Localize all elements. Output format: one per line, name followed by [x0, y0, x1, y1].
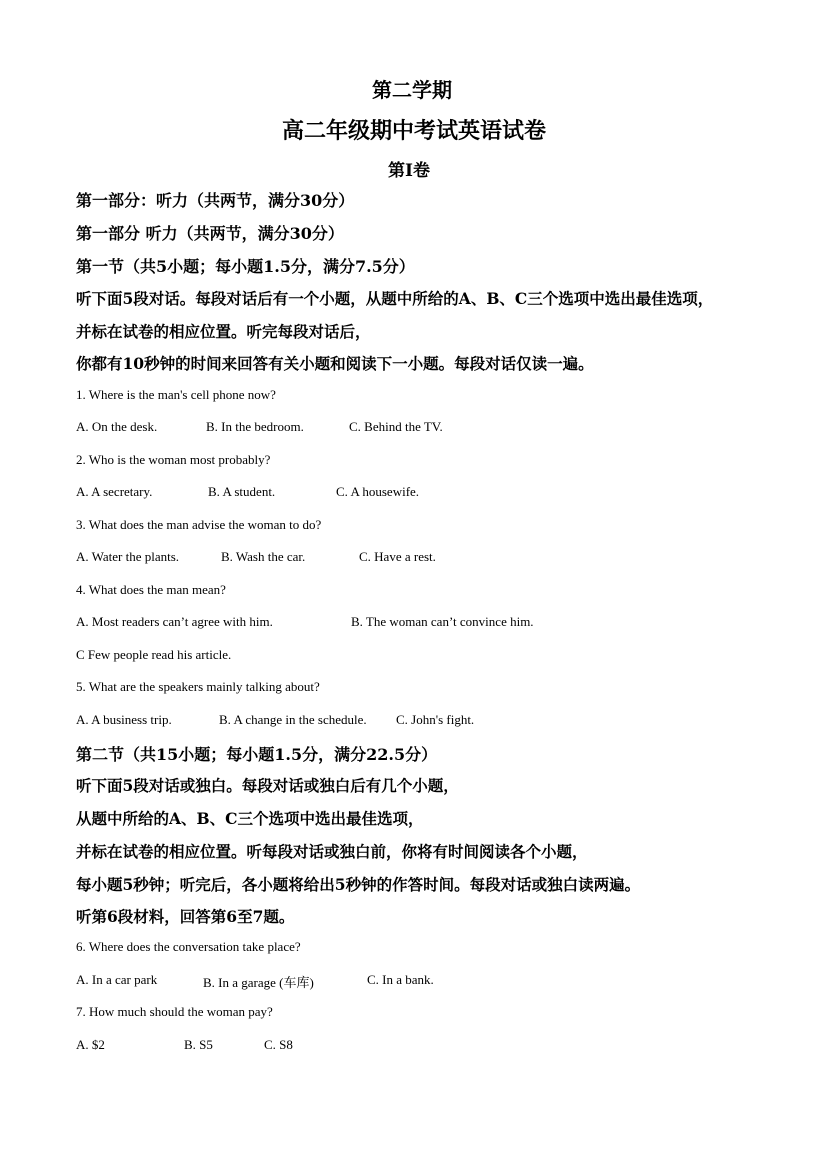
option-c: C. Have a rest.: [359, 549, 436, 564]
question-stem: 4. What does the man mean?: [76, 582, 226, 597]
section1-heading: 第一节（共5小题；每小题1.5分，满分7.5分）: [76, 257, 415, 276]
part1-heading-repeat: 第一部分 听力（共两节，满分30分）: [76, 224, 344, 243]
option-c: C Few people read his article.: [76, 647, 232, 662]
option-b: B. A student.: [208, 484, 276, 499]
option-b: B. The woman can’t convince him.: [351, 614, 534, 629]
section2-instruction-5: 听第6段材料，回答第6至7题。: [76, 907, 295, 926]
question-stem: 7. How much should the woman pay?: [76, 1004, 273, 1019]
question-stem: 3. What does the man advise the woman to do?: [76, 517, 322, 532]
option-b: B. In the bedroom.: [206, 419, 304, 434]
option-c: C. A housewife.: [336, 484, 420, 499]
option-b: B. In a garage (车库): [203, 975, 314, 990]
semester-title: 第二学期: [372, 78, 452, 102]
option-b: B. A change in the schedule.: [219, 712, 367, 727]
question-stem: 6. Where does the conversation take place?: [76, 939, 301, 954]
option-a: A. $2: [76, 1037, 105, 1052]
option-a: A. Most readers can’t agree with him.: [76, 614, 273, 629]
option-c: C. In a bank.: [367, 972, 434, 987]
option-c: C. John's fight.: [396, 712, 475, 727]
section2-instruction-4: 每小题5秒钟；听完后，各小题将给出5秒钟的作答时间。每段对话或独白读两遍。: [76, 875, 641, 894]
option-a: A. On the desk.: [76, 419, 158, 434]
option-a: A. In a car park: [76, 972, 158, 987]
option-a: A. A secretary.: [76, 484, 153, 499]
section2-instruction-2: 从题中所给的A、B、C三个选项中选出最佳选项，: [76, 809, 424, 828]
section2-instruction-3: 并标在试卷的相应位置。听每段对话或独白前，你将有时间阅读各个小题，: [76, 842, 588, 861]
question-stem: 1. Where is the man's cell phone now?: [76, 387, 276, 402]
volume-title: 第Ⅰ卷: [388, 161, 430, 181]
section2-heading: 第二节（共15小题；每小题1.5分，满分22.5分）: [76, 745, 438, 764]
part1-heading: 第一部分：听力（共两节，满分30分）: [76, 191, 355, 210]
question-stem: 2. Who is the woman most probably?: [76, 452, 271, 467]
section1-instruction-2: 并标在试卷的相应位置。听完每段对话后，: [76, 322, 371, 341]
option-b: B. S5: [184, 1037, 213, 1052]
question-stem: 5. What are the speakers mainly talking about?: [76, 679, 320, 694]
option-b: B. Wash the car.: [221, 549, 306, 564]
option-c: C. S8: [264, 1037, 293, 1052]
option-a: A. A business trip.: [76, 712, 172, 727]
section2-instruction-1: 听下面5段对话或独白。每段对话或独白后有几个小题，: [76, 776, 459, 795]
option-c: C. Behind the TV.: [349, 419, 443, 434]
section1-instruction-1: 听下面5段对话。每段对话后有一个小题，从题中所给的A、B、C三个选项中选出最佳选项，: [76, 289, 714, 308]
option-a: A. Water the plants.: [76, 549, 180, 564]
section1-instruction-3: 你都有10秒钟的时间来回答有关小题和阅读下一小题。每段对话仅读一遍。: [76, 354, 594, 373]
page-title: 高二年级期中考试英语试卷: [282, 118, 547, 144]
